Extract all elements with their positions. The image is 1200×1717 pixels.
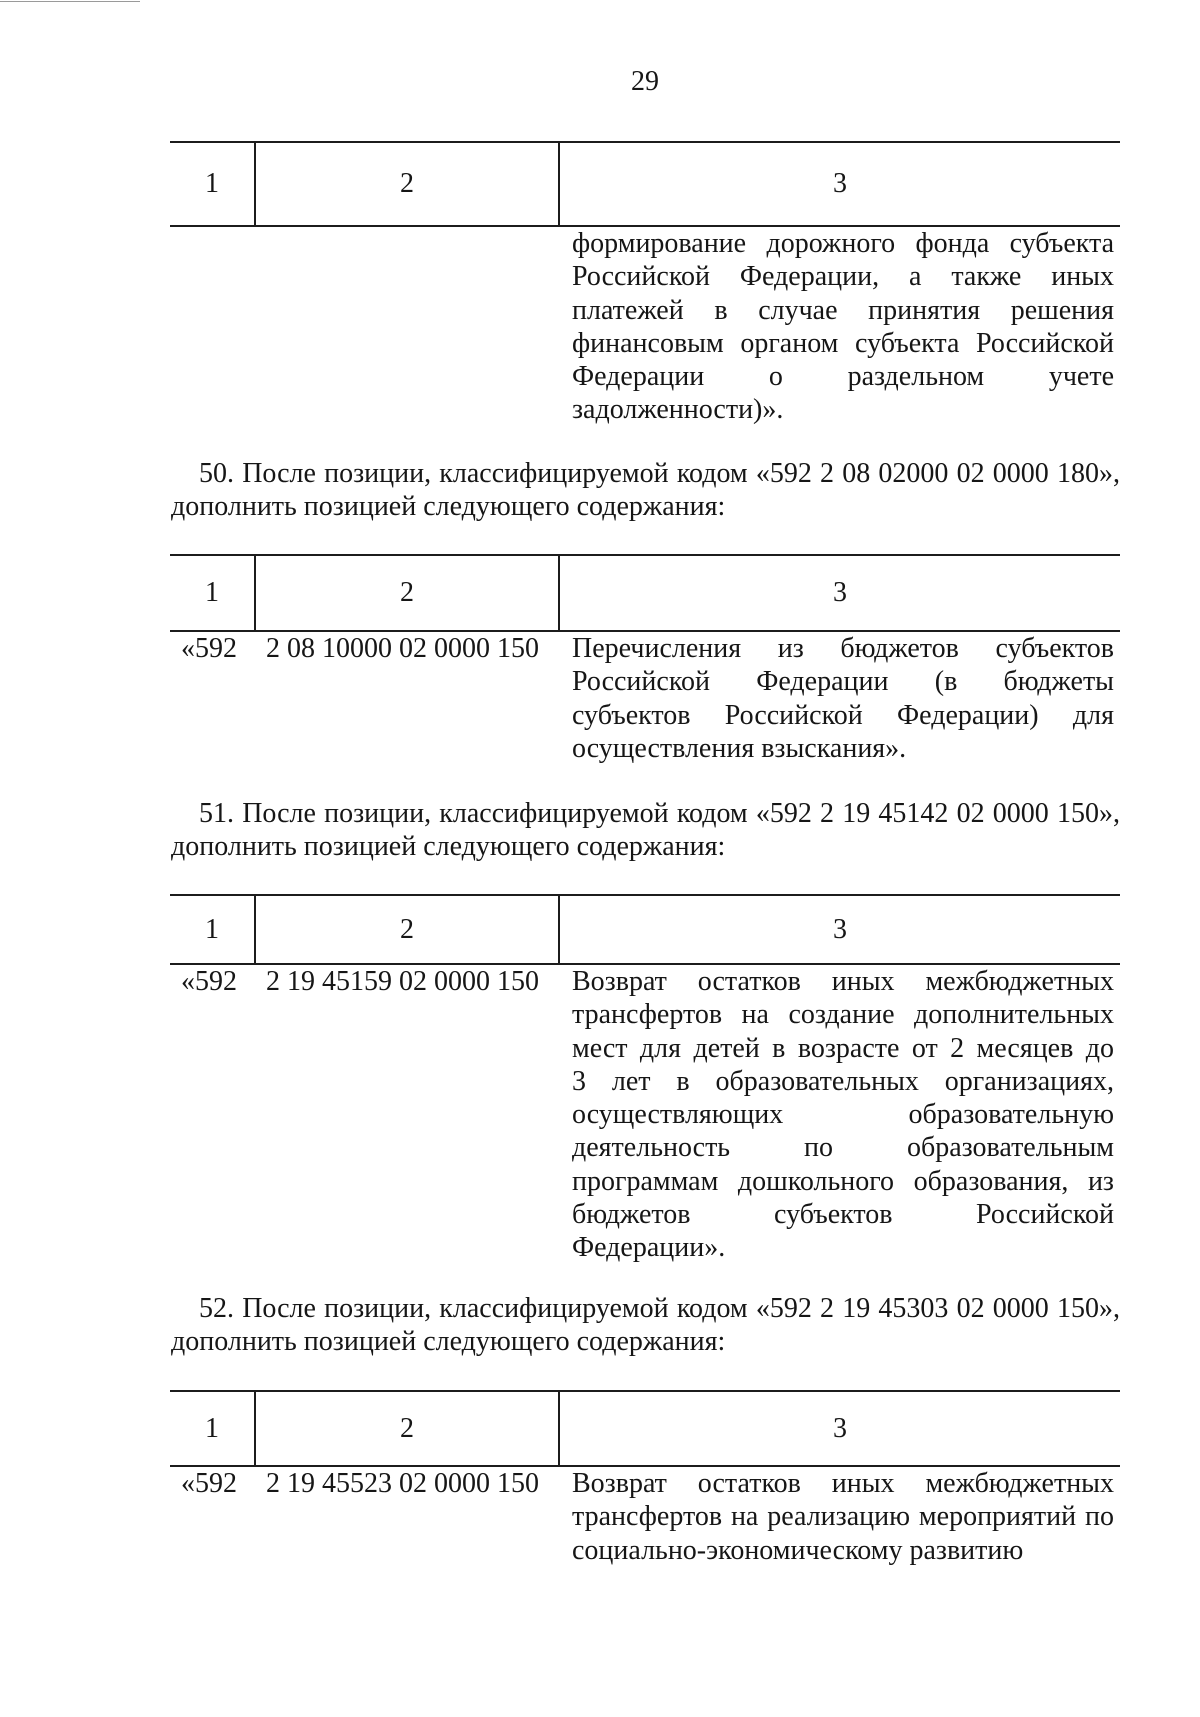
description-line: Возврат остатков иных межбюджетных	[572, 966, 1114, 997]
table-header-row	[170, 141, 1120, 227]
table-row	[170, 1467, 1120, 1567]
code-prefix-cell: «592	[181, 633, 237, 664]
page-number: 29	[631, 66, 659, 97]
header-cell-column-3: 3	[558, 556, 1120, 630]
paragraph-52	[171, 1292, 1120, 1359]
description-line: трансфертов на реализацию мероприятий по	[572, 1501, 1114, 1533]
description-line: 3 лет в образовательных организациях,	[572, 1065, 1114, 1097]
paragraph-line: дополнить позицией следующего содержания:	[171, 1326, 726, 1358]
header-cell-column-2: 2	[254, 556, 558, 630]
header-cell-column-1: 1	[205, 168, 219, 200]
classification-code-cell: 2 19 45523 02 0000 150	[266, 1468, 539, 1499]
description-line: мест для детей в возрасте от 2 месяцев до	[572, 1032, 1114, 1064]
classification-code-cell: 2 08 10000 02 0000 150	[266, 633, 539, 664]
paragraph-line: 51. После позиции, классифицируемой кодом «592 2 19 45142 02 0000 150»,	[199, 798, 1120, 829]
header-cell-column-3: 3	[558, 143, 1120, 225]
description-cell	[558, 227, 1120, 427]
table-header-row	[170, 894, 1120, 965]
code-prefix-cell: «592	[181, 1468, 237, 1499]
header-cell-column-3: 3	[558, 896, 1120, 963]
paragraph-51	[171, 797, 1120, 864]
description-line: финансовым органом субъекта Российской	[572, 327, 1114, 359]
description-line: Российской Федерации (в бюджеты	[572, 666, 1114, 698]
description-line: Возврат остатков иных межбюджетных	[572, 1468, 1114, 1499]
header-cell-column-3: 3	[558, 1392, 1120, 1465]
scan-edge-mark	[0, 1, 140, 2]
table-header-row	[170, 1390, 1120, 1467]
description-cell	[558, 1467, 1120, 1567]
header-cell-column-1: 1	[205, 913, 219, 945]
description-line: осуществления взыскания».	[572, 732, 907, 764]
description-line: Перечисления из бюджетов субъектов	[572, 633, 1114, 664]
code-prefix-cell	[170, 227, 254, 427]
paragraph-line: 50. После позиции, классифицируемой кодом «592 2 08 02000 02 0000 180»,	[199, 458, 1120, 489]
code-prefix-cell: «592	[181, 966, 237, 997]
description-line: Федерации о раздельном учете	[572, 361, 1114, 393]
header-cell-column-2: 2	[254, 143, 558, 225]
table-row	[170, 965, 1120, 1265]
description-line: формирование дорожного фонда субъекта	[572, 228, 1114, 259]
table-2	[170, 554, 1120, 765]
paragraph-line: 52. После позиции, классифицируемой кодом «592 2 19 45303 02 0000 150»,	[199, 1293, 1120, 1324]
description-line: социально-экономическому развитию	[572, 1534, 1024, 1566]
header-cell-column-1: 1	[205, 1412, 219, 1444]
header-cell-column-1: 1	[205, 577, 219, 609]
description-cell	[558, 965, 1120, 1265]
table-row	[170, 632, 1120, 765]
description-cell	[558, 632, 1120, 765]
description-line: бюджетов субъектов Российской	[572, 1199, 1114, 1231]
description-line: задолженности)».	[572, 394, 784, 426]
table-row	[170, 227, 1120, 427]
paragraph-50	[171, 457, 1120, 524]
classification-code-cell: 2 19 45159 02 0000 150	[266, 966, 539, 997]
table-1	[170, 141, 1120, 427]
description-line: осуществляющих образовательную	[572, 1099, 1114, 1131]
table-3	[170, 894, 1120, 1265]
description-line: субъектов Российской Федерации) для	[572, 699, 1114, 731]
description-line: трансфертов на создание дополнительных	[572, 999, 1114, 1031]
table-4	[170, 1390, 1120, 1567]
header-cell-column-2: 2	[254, 1392, 558, 1465]
header-cell-column-2: 2	[254, 896, 558, 963]
table-header-row	[170, 554, 1120, 632]
classification-code-cell	[254, 227, 558, 427]
description-line: Российской Федерации, а также иных	[572, 261, 1114, 293]
paragraph-line: дополнить позицией следующего содержания:	[171, 831, 726, 863]
description-line: платежей в случае принятия решения	[572, 294, 1114, 326]
description-line: Федерации».	[572, 1232, 726, 1264]
description-line: программам дошкольного образования, из	[572, 1165, 1114, 1197]
description-line: деятельность по образовательным	[572, 1132, 1114, 1164]
paragraph-line: дополнить позицией следующего содержания:	[171, 491, 726, 523]
